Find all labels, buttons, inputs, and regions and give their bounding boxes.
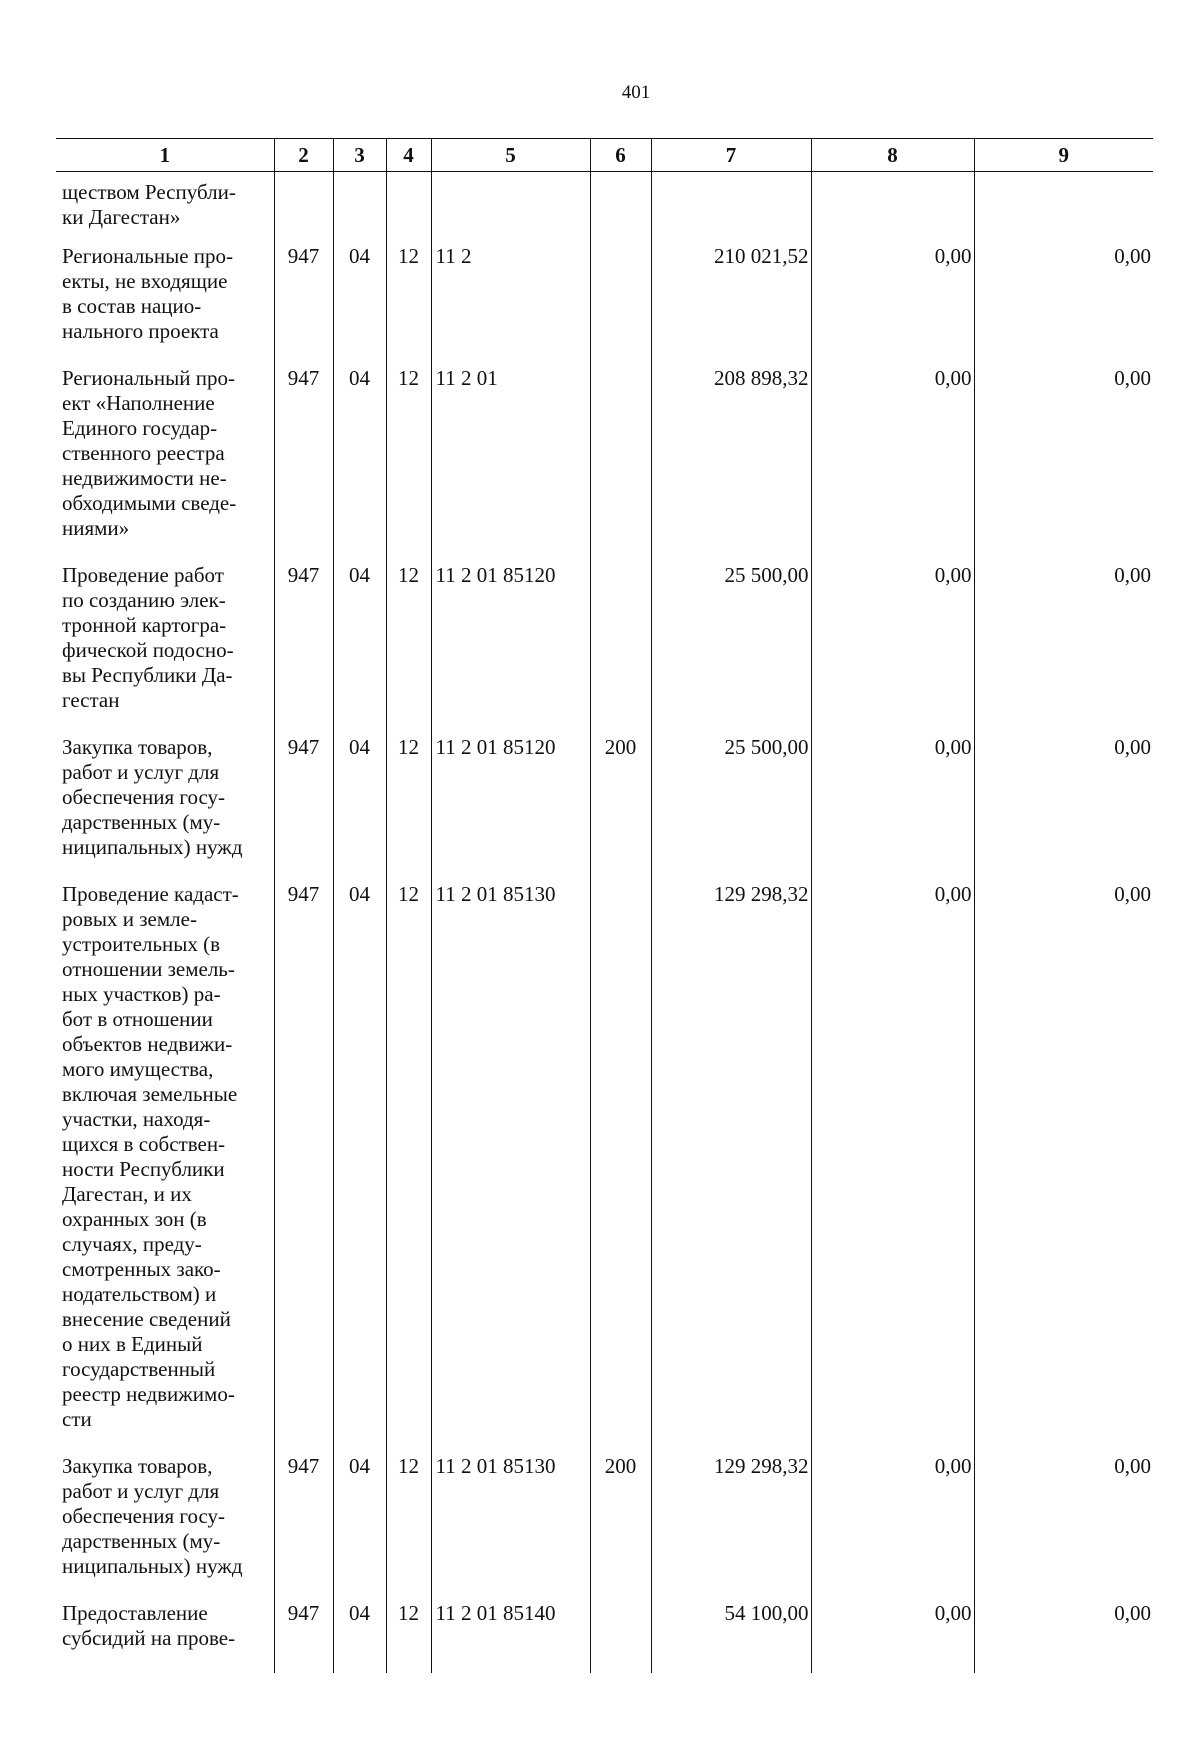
section-code-cell: 04 [333, 244, 386, 366]
description-line: ровых и земле- [62, 907, 197, 931]
description-line: Проведение работ [62, 563, 224, 587]
expense-type-cell [590, 244, 651, 366]
amount-col9-cell: 0,00 [974, 1454, 1153, 1601]
description-line: вы Республики Да- [62, 663, 233, 687]
description-line: нодательством) и [62, 1282, 217, 1306]
description-line: Предоставление [62, 1601, 208, 1625]
row-description [56, 244, 274, 366]
row-description [56, 1601, 274, 1673]
description-line: Региональный про- [62, 366, 235, 390]
amount-col7-cell: 25 500,00 [651, 735, 811, 882]
amount-col9-cell: 0,00 [974, 366, 1153, 563]
subsection-code-cell: 12 [386, 563, 431, 735]
admin-code-cell: 947 [274, 882, 333, 1454]
target-article-cell: 11 2 01 85140 [431, 1601, 590, 1673]
header-col-3: 3 [333, 139, 386, 172]
table-body [56, 172, 1153, 1674]
subsection-code-cell: 12 [386, 1601, 431, 1673]
description-line: гестан [62, 688, 120, 712]
header-col-6: 6 [590, 139, 651, 172]
subsection-code-cell: 12 [386, 882, 431, 1454]
description-line: Дагестан, и их [62, 1182, 192, 1206]
section-code-cell: 04 [333, 1601, 386, 1673]
header-col-2: 2 [274, 139, 333, 172]
amount-col9-cell: 0,00 [974, 882, 1153, 1454]
description-line: нального проекта [62, 319, 219, 343]
amount-col9-cell: 0,00 [974, 1601, 1153, 1673]
description-line: дарственных (му- [62, 810, 221, 834]
table-row [56, 1601, 1153, 1673]
target-article-cell: 11 2 01 [431, 366, 590, 563]
header-col-9: 9 [974, 139, 1153, 172]
description-line: щихся в собствен- [62, 1132, 226, 1156]
amount-col8-cell: 0,00 [811, 366, 974, 563]
description-line: екты, не входящие [62, 269, 228, 293]
amount-col7-cell: 129 298,32 [651, 882, 811, 1454]
table-row [56, 366, 1153, 563]
description-line: Единого государ- [62, 416, 218, 440]
description-line: по созданию элек- [62, 588, 226, 612]
page-number: 401 [621, 82, 651, 103]
admin-code-cell: 947 [274, 244, 333, 366]
amount-col8-cell: 0,00 [811, 244, 974, 366]
row-description [56, 172, 274, 245]
description-line: охранных зон (в [62, 1207, 207, 1231]
admin-code-cell [274, 172, 333, 245]
description-line: ниями» [62, 516, 130, 540]
amount-col9-cell: 0,00 [974, 735, 1153, 882]
description-line: случаях, преду- [62, 1232, 202, 1256]
amount-col9-cell [974, 172, 1153, 245]
section-code-cell: 04 [333, 882, 386, 1454]
section-code-cell: 04 [333, 366, 386, 563]
table-row [56, 244, 1153, 366]
description-line: работ и услуг для [62, 760, 220, 784]
target-article-cell: 11 2 01 85130 [431, 1454, 590, 1601]
expense-type-cell [590, 882, 651, 1454]
description-line: сти [62, 1407, 92, 1431]
description-line: Закупка товаров, [62, 735, 213, 759]
target-article-cell: 11 2 01 85120 [431, 735, 590, 882]
table-row [56, 882, 1153, 1454]
expense-type-cell: 200 [590, 1454, 651, 1601]
header-col-7: 7 [651, 139, 811, 172]
description-line: обеспечения госу- [62, 785, 226, 809]
table-row [56, 1454, 1153, 1601]
table-row [56, 172, 1153, 245]
amount-col8-cell: 0,00 [811, 1454, 974, 1601]
budget-table [56, 138, 1153, 1673]
amount-col7-cell: 54 100,00 [651, 1601, 811, 1673]
table-row [56, 735, 1153, 882]
description-line: ственного реестра [62, 441, 225, 465]
header-col-8: 8 [811, 139, 974, 172]
description-line: участки, находя- [62, 1107, 211, 1131]
amount-col7-cell: 208 898,32 [651, 366, 811, 563]
section-code-cell: 04 [333, 1454, 386, 1601]
budget-table-wrapper [56, 138, 1153, 1673]
expense-type-cell [590, 563, 651, 735]
expense-type-cell: 200 [590, 735, 651, 882]
amount-col8-cell: 0,00 [811, 735, 974, 882]
amount-col8-cell: 0,00 [811, 563, 974, 735]
amount-col7-cell [651, 172, 811, 245]
subsection-code-cell: 12 [386, 735, 431, 882]
description-line: ществом Республи- [62, 180, 236, 204]
section-code-cell [333, 172, 386, 245]
subsection-code-cell: 12 [386, 244, 431, 366]
description-line: бот в отношении [62, 1007, 213, 1031]
target-article-cell [431, 172, 590, 245]
description-line: внесение сведений [62, 1307, 231, 1331]
section-code-cell: 04 [333, 735, 386, 882]
description-line: работ и услуг для [62, 1479, 220, 1503]
expense-type-cell [590, 1601, 651, 1673]
description-line: смотренных зако- [62, 1257, 221, 1281]
header-col-5: 5 [431, 139, 590, 172]
description-line: реестр недвижимо- [62, 1382, 235, 1406]
description-line: фической подосно- [62, 638, 234, 662]
description-line: субсидий на прове- [62, 1626, 236, 1650]
description-line: обеспечения госу- [62, 1504, 226, 1528]
description-line: недвижимости не- [62, 466, 227, 490]
header-col-1: 1 [56, 139, 274, 172]
admin-code-cell: 947 [274, 735, 333, 882]
description-line: ниципальных) нужд [62, 1554, 243, 1578]
description-line: объектов недвижи- [62, 1032, 233, 1056]
description-line: дарственных (му- [62, 1529, 221, 1553]
subsection-code-cell: 12 [386, 366, 431, 563]
description-line: включая земельные [62, 1082, 238, 1106]
row-description [56, 882, 274, 1454]
expense-type-cell [590, 366, 651, 563]
expense-type-cell [590, 172, 651, 245]
amount-col8-cell: 0,00 [811, 1601, 974, 1673]
description-line: о них в Единый [62, 1332, 203, 1356]
description-line: Закупка товаров, [62, 1454, 213, 1478]
description-line: в состав нацио- [62, 294, 202, 318]
section-code-cell: 04 [333, 563, 386, 735]
target-article-cell: 11 2 01 85130 [431, 882, 590, 1454]
amount-col7-cell: 129 298,32 [651, 1454, 811, 1601]
description-line: тронной картогра- [62, 613, 227, 637]
subsection-code-cell [386, 172, 431, 245]
admin-code-cell: 947 [274, 1454, 333, 1601]
row-description [56, 563, 274, 735]
target-article-cell: 11 2 01 85120 [431, 563, 590, 735]
description-line: ных участков) ра- [62, 982, 221, 1006]
subsection-code-cell: 12 [386, 1454, 431, 1601]
description-line: ки Дагестан» [62, 205, 181, 229]
description-line: ект «Наполнение [62, 391, 215, 415]
amount-col8-cell [811, 172, 974, 245]
row-description [56, 735, 274, 882]
header-col-4: 4 [386, 139, 431, 172]
admin-code-cell: 947 [274, 1601, 333, 1673]
target-article-cell: 11 2 [431, 244, 590, 366]
table-row [56, 563, 1153, 735]
description-line: государственный [62, 1357, 216, 1381]
description-line: мого имущества, [62, 1057, 214, 1081]
header-row [56, 139, 1153, 172]
admin-code-cell: 947 [274, 366, 333, 563]
description-line: Региональные про- [62, 244, 234, 268]
amount-col9-cell: 0,00 [974, 563, 1153, 735]
description-line: отношении земель- [62, 957, 235, 981]
description-line: обходимыми сведе- [62, 491, 237, 515]
amount-col7-cell: 210 021,52 [651, 244, 811, 366]
description-line: ности Республики [62, 1157, 225, 1181]
row-description [56, 1454, 274, 1601]
amount-col9-cell: 0,00 [974, 244, 1153, 366]
admin-code-cell: 947 [274, 563, 333, 735]
amount-col7-cell: 25 500,00 [651, 563, 811, 735]
description-line: Проведение кадаст- [62, 882, 239, 906]
description-line: устроительных (в [62, 932, 221, 956]
description-line: ниципальных) нужд [62, 835, 243, 859]
row-description [56, 366, 274, 563]
amount-col8-cell: 0,00 [811, 882, 974, 1454]
